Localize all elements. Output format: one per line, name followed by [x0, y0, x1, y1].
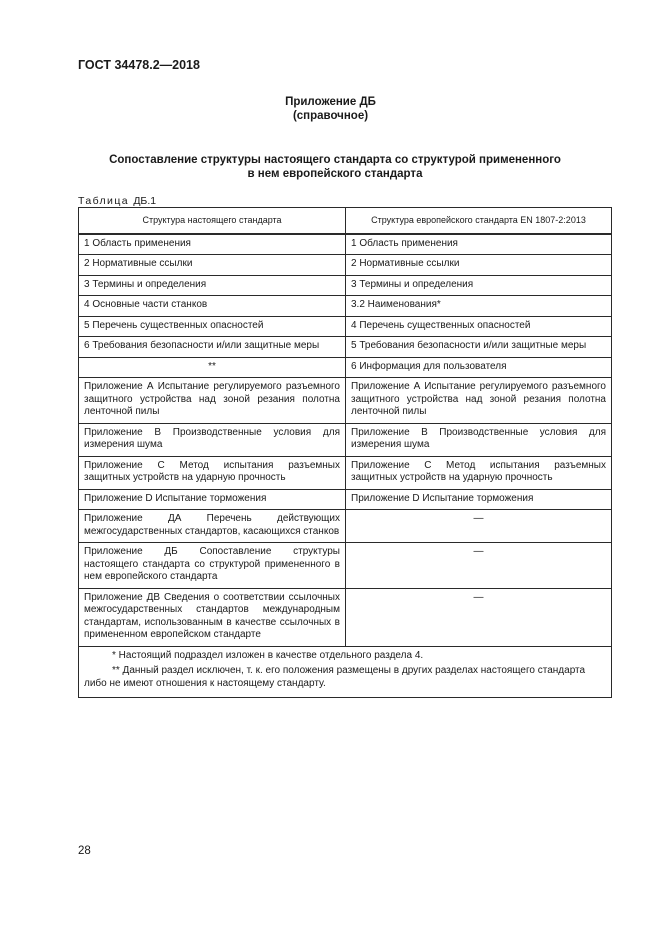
table-row	[79, 588, 612, 646]
table-row	[79, 510, 612, 543]
comparison-table	[78, 207, 612, 698]
right-cell: 2 Нормативные ссылки	[346, 255, 612, 276]
table-label	[78, 195, 156, 207]
right-cell: 1 Область применения	[346, 234, 612, 255]
table-row	[79, 423, 612, 456]
table-label-word: Таблица	[78, 195, 129, 207]
table-header-row	[79, 208, 612, 234]
left-cell: 3 Термины и определения	[79, 275, 346, 296]
table-row	[79, 543, 612, 589]
right-cell: Приложение С Метод испытания разъемных защитных устройств на ударную прочность	[346, 456, 612, 489]
table-notes	[79, 646, 612, 698]
footnote: * Настоящий подраздел изложен в качестве отдельного раздела 4.	[112, 649, 424, 661]
left-cell: Приложение В Производственные условия для измерения шума	[79, 423, 346, 456]
column-header-this-standard: Структура настоящего стандарта	[79, 208, 346, 234]
table-row	[79, 357, 612, 378]
left-cell: 1 Область применения	[79, 234, 346, 255]
right-cell: —	[346, 588, 612, 646]
document-title-line-2: в нем европейского стандарта	[247, 168, 423, 180]
table-row	[79, 456, 612, 489]
table-row	[79, 378, 612, 424]
table-notes-row	[79, 646, 612, 698]
right-cell: 5 Требования безопасности и/или защитные меры	[346, 337, 612, 358]
right-cell: Приложение В Производственные условия для измерения шума	[346, 423, 612, 456]
table-row	[79, 489, 612, 510]
document-title-line-1: Сопоставление структуры настоящего стандарта со структурой примененного	[109, 154, 561, 166]
right-cell: 6 Информация для пользователя	[346, 357, 612, 378]
left-cell: **	[79, 357, 346, 378]
annex-heading	[0, 95, 661, 123]
table-row	[79, 275, 612, 296]
right-cell: 3 Термины и определения	[346, 275, 612, 296]
table-label-number: ДБ.1	[133, 195, 157, 207]
document-title	[90, 153, 580, 181]
table-row	[79, 234, 612, 255]
left-cell: 4 Основные части станков	[79, 296, 346, 317]
left-cell: 5 Перечень существенных опасностей	[79, 316, 346, 337]
left-cell: Приложение А Испытание регулируемого разъемного защитного устройства над зоной резания полотна ленточной пилы	[79, 378, 346, 424]
table-row	[79, 255, 612, 276]
right-cell: —	[346, 510, 612, 543]
left-cell: Приложение С Метод испытания разъемных защитных устройств на ударную прочность	[79, 456, 346, 489]
column-header-european-standard: Структура европейского стандарта EN 1807-2:2013	[346, 208, 612, 234]
document-code: ГОСТ 34478.2—2018	[78, 58, 200, 72]
right-cell: Приложение А Испытание регулируемого разъемного защитного устройства над зоной резания полотна ленточной пилы	[346, 378, 612, 424]
left-cell: 2 Нормативные ссылки	[79, 255, 346, 276]
right-cell: —	[346, 543, 612, 589]
annex-subtitle: (справочное)	[292, 110, 369, 122]
right-cell: Приложение D Испытание торможения	[346, 489, 612, 510]
right-cell: 4 Перечень существенных опасностей	[346, 316, 612, 337]
left-cell: Приложение D Испытание торможения	[79, 489, 346, 510]
table-row	[79, 296, 612, 317]
footnote: ** Данный раздел исключен, т. к. его положения размещены в других разделах настоящего стандарта либо не имеют отношения к настоящему стандарту.	[84, 665, 586, 689]
annex-title: Приложение ДБ	[285, 96, 376, 108]
left-cell: Приложение ДБ Сопоставление структуры настоящего стандарта со структурой примененного в нем европейского стандарта	[79, 543, 346, 589]
table-row	[79, 316, 612, 337]
table-row	[79, 337, 612, 358]
left-cell: Приложение ДА Перечень действующих межгосударственных стандартов, касающихся станков	[79, 510, 346, 543]
left-cell: 6 Требования безопасности и/или защитные меры	[79, 337, 346, 358]
right-cell: 3.2 Наименования*	[346, 296, 612, 317]
page-number: 28	[78, 845, 91, 857]
left-cell: Приложение ДВ Сведения о соответствии ссылочных межгосударственных стандартов международным стандартам, использованным в качестве ссылочных в примененном европейском стандарте	[79, 588, 346, 646]
